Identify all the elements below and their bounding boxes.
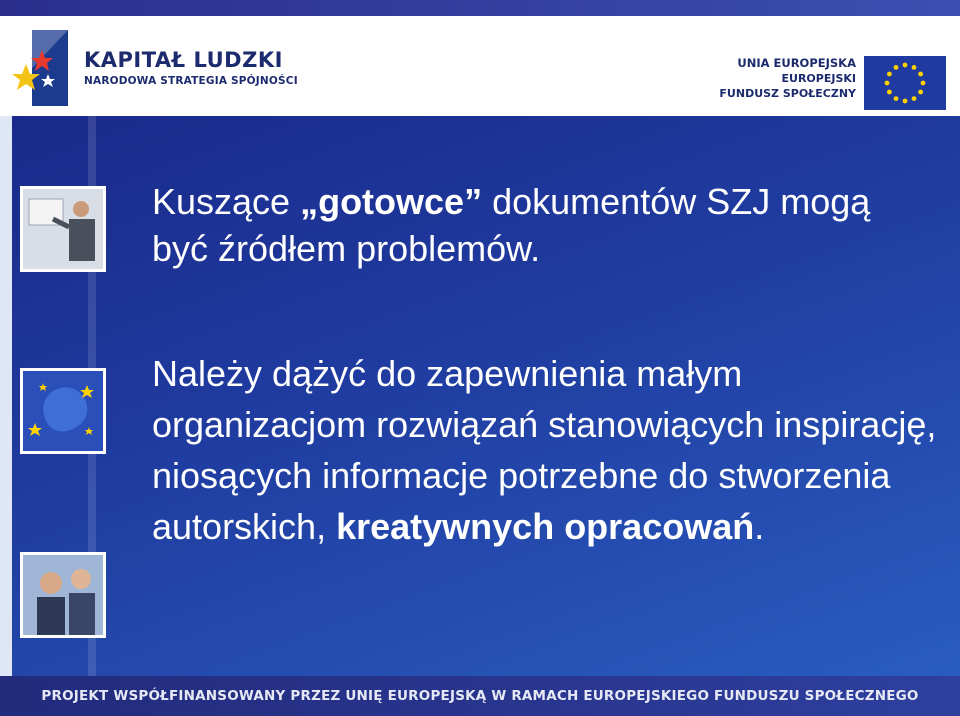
title-part-2: dokumentów SZJ mogą być źródłem problemów. xyxy=(152,181,871,269)
eu-line-2: EUROPEJSKI xyxy=(781,72,856,85)
top-bar xyxy=(0,0,960,16)
eu-logo-text xyxy=(719,56,856,100)
slide-title xyxy=(152,178,932,272)
title-part-1: Kuszące xyxy=(152,181,301,222)
kapital-ludzki-logo-icon xyxy=(12,30,68,106)
logo-title: KAPITAŁ LUDZKI xyxy=(84,48,283,72)
header xyxy=(0,16,960,116)
logo-subtitle: NARODOWA STRATEGIA SPÓJNOŚCI xyxy=(84,75,298,87)
eu-stars-map-icon xyxy=(20,368,106,454)
presenter-photo-icon xyxy=(20,186,106,272)
title-bold: „gotowce” xyxy=(300,181,483,222)
eu-line-1: UNIA EUROPEJSKA xyxy=(737,56,856,70)
eu-flag-icon xyxy=(864,56,946,110)
side-stripe xyxy=(0,116,12,676)
body-end: . xyxy=(754,506,765,547)
business-people-photo-icon xyxy=(20,552,106,638)
footer xyxy=(0,676,960,716)
footer-text: PROJEKT WSPÓŁFINANSOWANY PRZEZ UNIĘ EUROPEJSKĄ W RAMACH EUROPEJSKIEGO FUNDUSZU SPOŁECZNEGO xyxy=(41,688,919,704)
body-bold: kreatywnych opracowań xyxy=(336,506,755,547)
eu-line-3: FUNDUSZ SPOŁECZNY xyxy=(719,87,856,100)
slide-body xyxy=(152,348,942,552)
kapital-ludzki-logo xyxy=(84,48,298,87)
body-part-1: Należy dążyć do zapewnienia małym organizacjom rozwiązań stanowiących inspirację, niosących informacje potrzebne do stworzenia autorskich, xyxy=(152,353,937,547)
